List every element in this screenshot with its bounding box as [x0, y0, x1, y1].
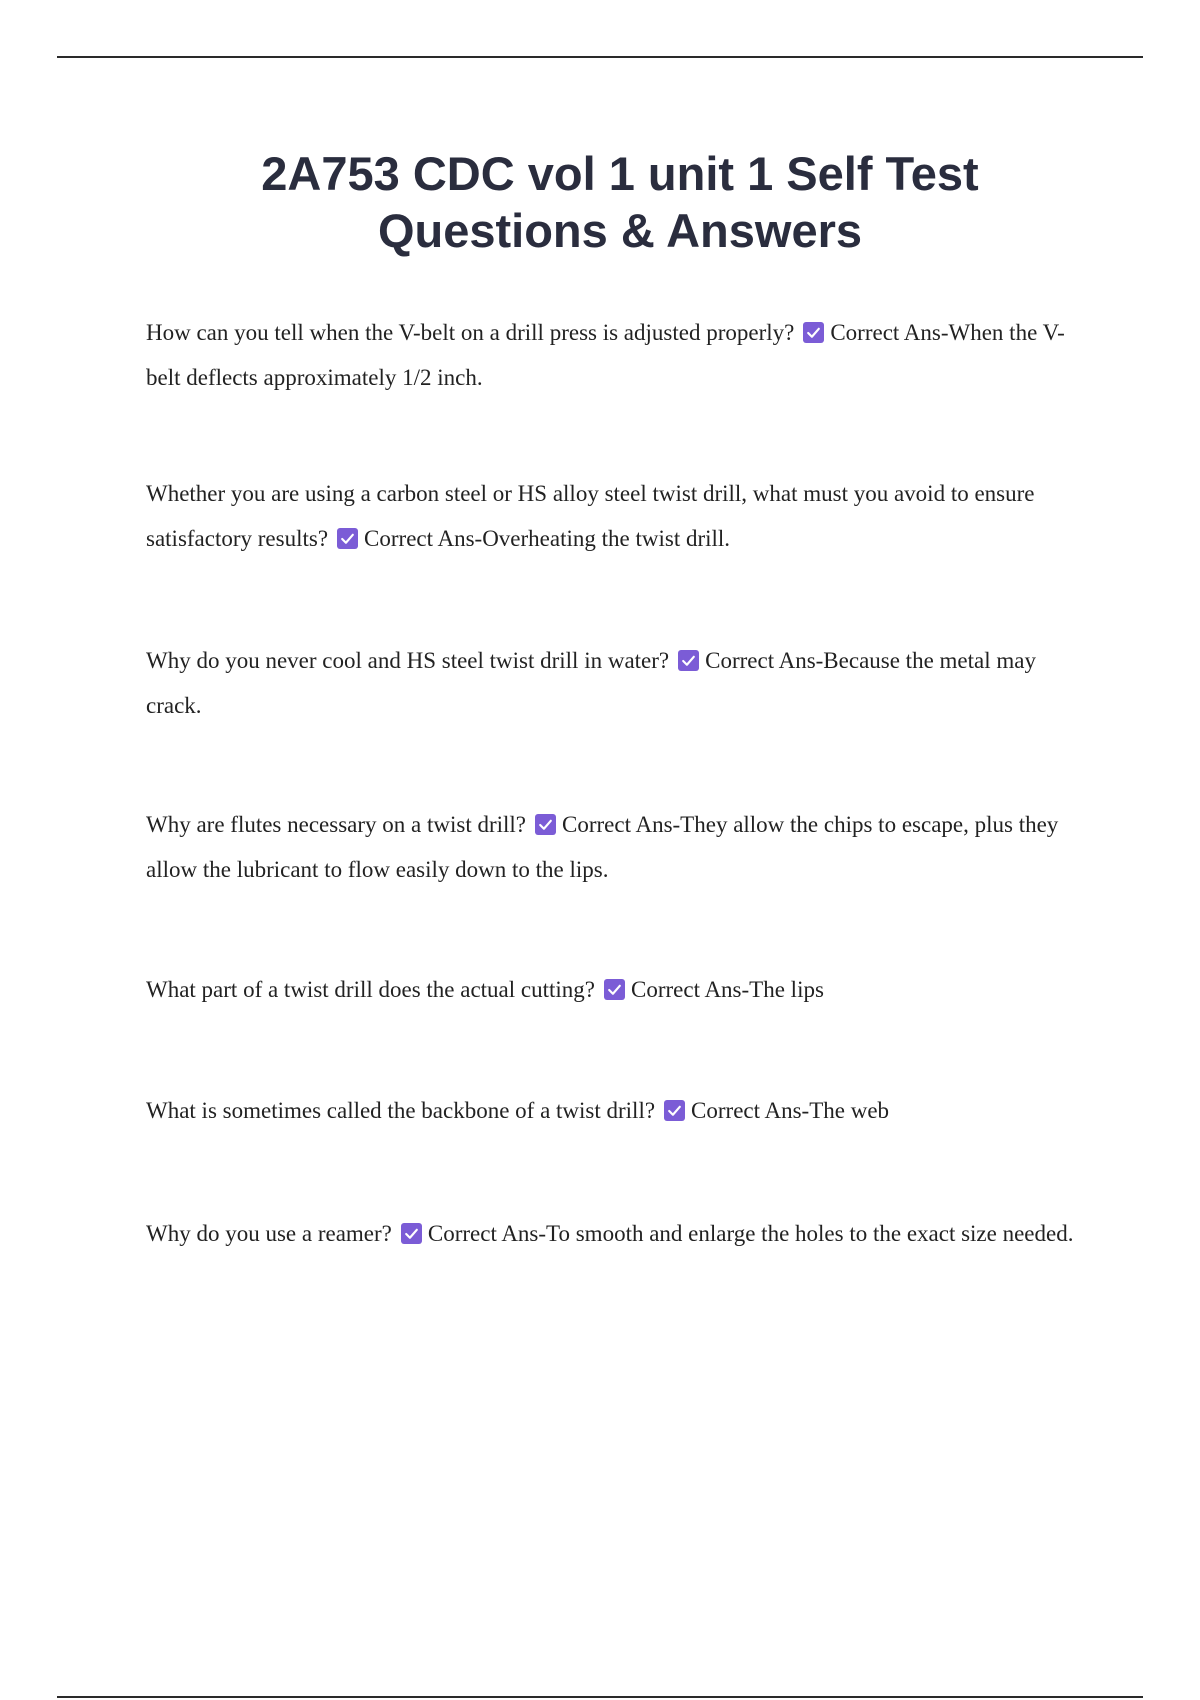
checkbox-checked-icon — [803, 322, 824, 343]
question-text: Why do you use a reamer? — [146, 1221, 392, 1246]
checkbox-checked-icon — [337, 528, 358, 549]
checkbox-checked-icon — [535, 814, 556, 835]
checkbox-checked-icon — [664, 1100, 685, 1121]
bottom-rule — [57, 1696, 1143, 1698]
qa-item — [146, 1088, 1096, 1133]
answer-text: Correct Ans-The lips — [631, 977, 824, 1002]
checkbox-checked-icon — [401, 1223, 422, 1244]
top-rule — [57, 56, 1143, 58]
qa-item — [146, 310, 1096, 400]
checkbox-checked-icon — [604, 979, 625, 1000]
checkbox-checked-icon — [678, 650, 699, 671]
qa-item — [146, 471, 1096, 561]
qa-item — [146, 638, 1096, 728]
answer-text: Correct Ans-Because the metal may crack. — [146, 648, 1036, 718]
answer-text: Correct Ans-Overheating the twist drill. — [364, 526, 731, 551]
answer-text: Correct Ans-To smooth and enlarge the holes to the exact size needed. — [427, 1221, 1074, 1246]
question-text: What is sometimes called the backbone of a twist drill? — [146, 1098, 656, 1123]
answer-text: Correct Ans-They allow the chips to escape, plus they allow the lubricant to flow easily down to the lips. — [146, 812, 1059, 882]
qa-item — [146, 1211, 1096, 1256]
answer-text: Correct Ans-The web — [691, 1098, 890, 1123]
qa-item — [146, 802, 1096, 892]
answer-text: Correct Ans-When the V-belt deflects approximately 1/2 inch. — [146, 320, 1065, 390]
question-text: Why do you never cool and HS steel twist drill in water? — [146, 648, 670, 673]
question-text: Why are flutes necessary on a twist drill? — [146, 812, 527, 837]
page-title: 2A753 CDC vol 1 unit 1 Self Test Questions & Answers — [261, 147, 979, 257]
qa-item — [146, 967, 1096, 1012]
question-text: What part of a twist drill does the actual cutting? — [146, 977, 595, 1002]
question-text: Whether you are using a carbon steel or HS alloy steel twist drill, what must you avoid to ensure satisfactory results? — [146, 481, 1035, 551]
question-text: How can you tell when the V-belt on a drill press is adjusted properly? — [146, 320, 795, 345]
